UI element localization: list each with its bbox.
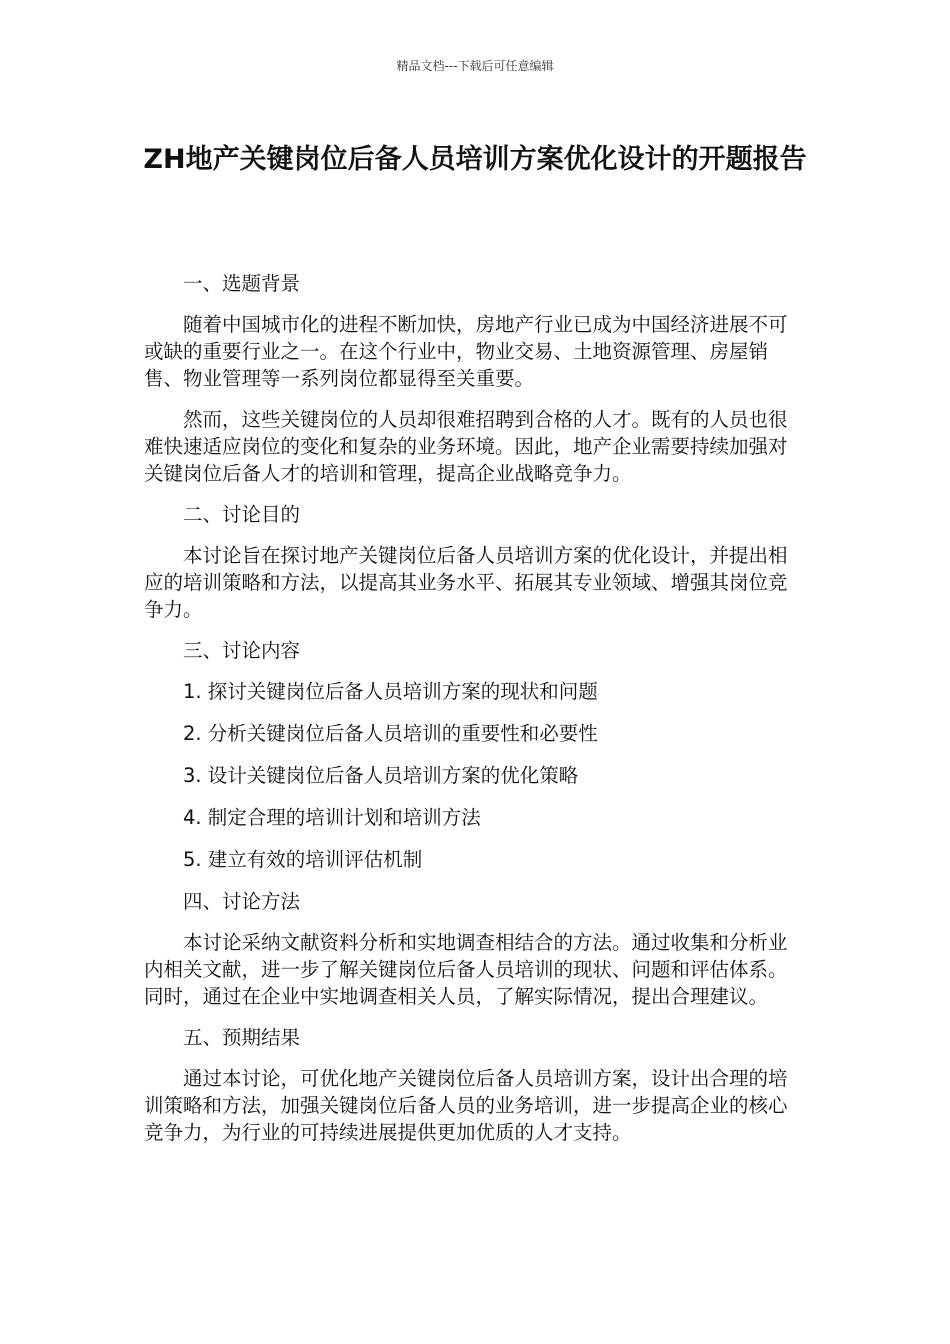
paragraph-method: 本讨论采纳文献资料分析和实地调查相结合的方法。通过收集和分析业内相关文献，进一步了解关键岗位后备人员培训的现状、问题和评估体系。同时，通过在企业中实地调查相关人员，了解实际情况，提出合理建议。 [144, 931, 788, 1008]
list-item: 5. 建立有效的培训评估机制 [183, 848, 423, 871]
list-item: 4. 制定合理的培训计划和培训方法 [183, 806, 481, 829]
list-item: 2. 分析关键岗位后备人员培训的重要性和必要性 [183, 722, 598, 745]
list-item: 1. 探讨关键岗位后备人员培训方案的现状和问题 [183, 680, 598, 703]
section-heading-results: 五、预期结果 [183, 1026, 301, 1049]
section-heading-content: 三、讨论内容 [183, 639, 301, 662]
paragraph-purpose: 本讨论旨在探讨地产关键岗位后备人员培训方案的优化设计，并提出相应的培训策略和方法，以提高其业务水平、拓展其专业领域、增强其岗位竞争力。 [144, 544, 788, 621]
paragraph-results: 通过本讨论，可优化地产关键岗位后备人员培训方案，设计出合理的培训策略和方法，加强关键岗位后备人员的业务培训，进一步提高企业的核心竞争力，为行业的可持续进展提供更加优质的人才支持。 [144, 1067, 788, 1144]
paragraph-background-1: 随着中国城市化的进程不断加快，房地产行业已成为中国经济进展不可或缺的重要行业之一。在这个行业中，物业交易、土地资源管理、房屋销售、物业管理等一系列岗位都显得至关重要。 [144, 313, 788, 390]
paragraph-background-2: 然而，这些关键岗位的人员却很难招聘到合格的人才。既有的人员也很难快速适应岗位的变化和复杂的业务环境。因此，地产企业需要持续加强对关键岗位后备人才的培训和管理，提高企业战略竞争力。 [144, 408, 788, 485]
section-heading-method: 四、讨论方法 [183, 890, 301, 913]
list-item: 3. 设计关键岗位后备人员培训方案的优化策略 [183, 764, 579, 787]
section-heading-background: 一、选题背景 [183, 272, 301, 295]
document-body [144, 270, 794, 1160]
document-title: ZH地产关键岗位后备人员培训方案优化设计的开题报告 [143, 144, 807, 175]
header-note: 精品文档---下载后可任意编辑 [396, 59, 554, 73]
section-heading-purpose: 二、讨论目的 [183, 503, 301, 526]
